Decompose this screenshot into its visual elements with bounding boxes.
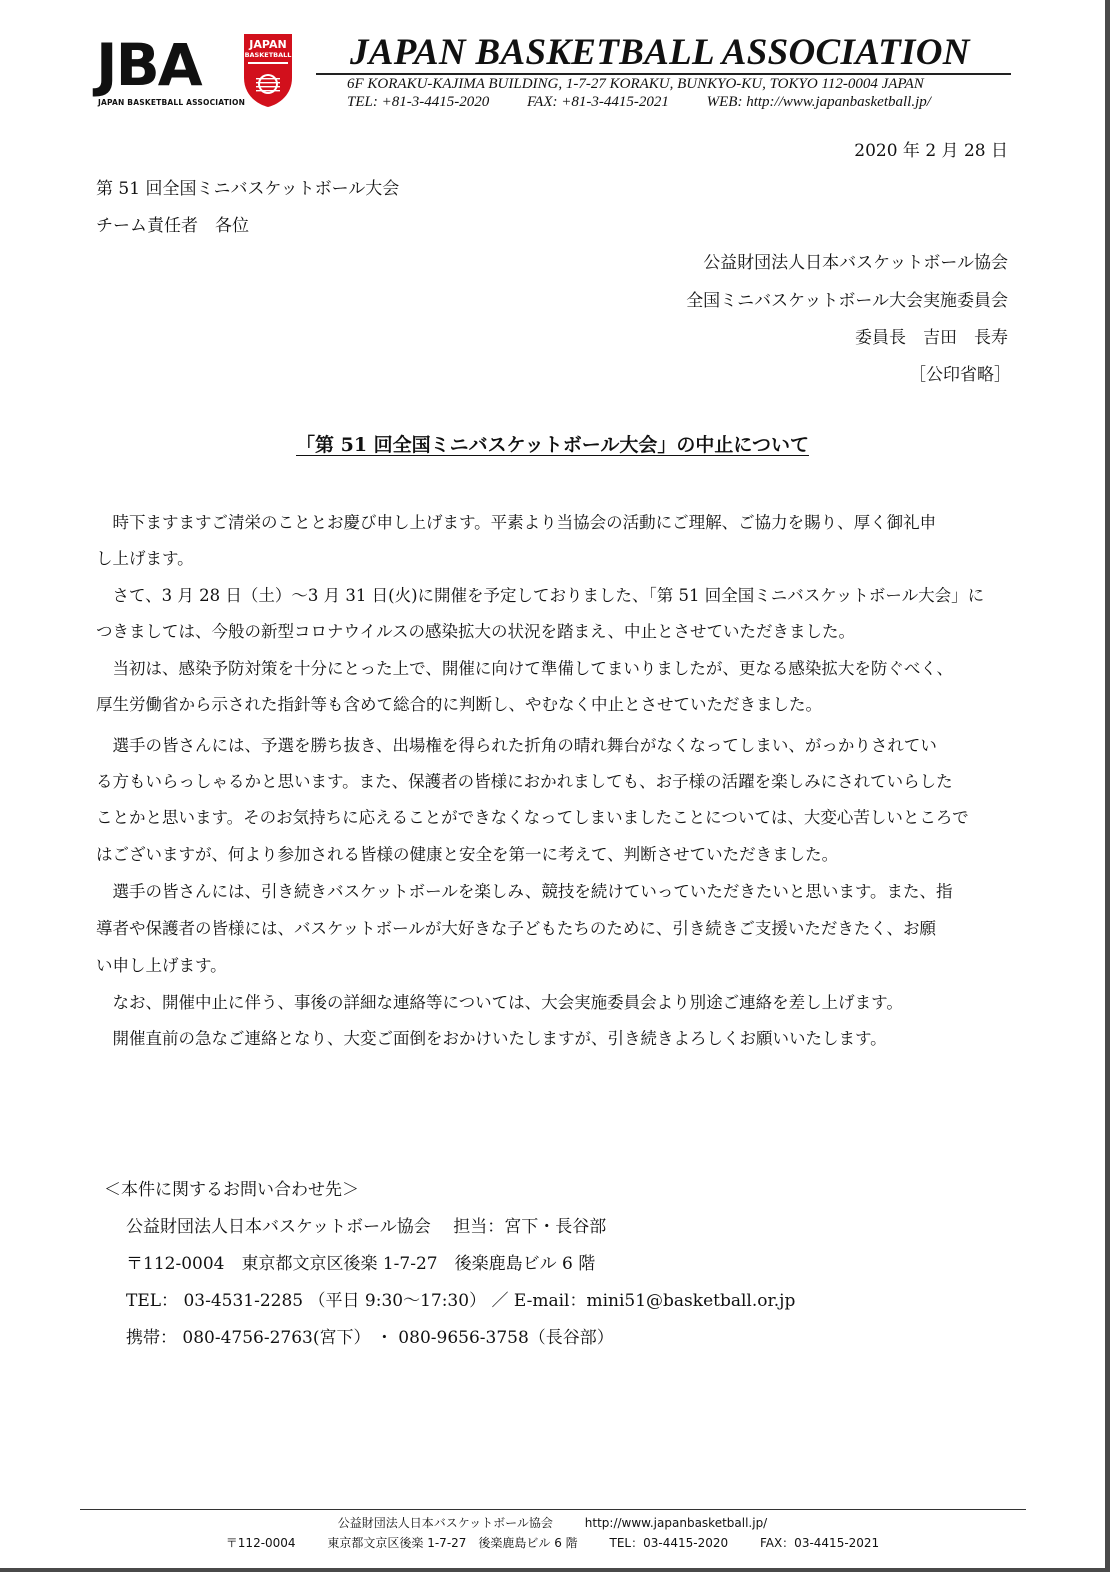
inquiry-heading: ＜本件に関するお問い合わせ先＞	[104, 1180, 359, 1200]
document-title	[0, 430, 1105, 457]
inquiry-tel-email: TEL： 03-4531-2285 （平日 9:30～17:30） ／ E-mail：mini51@basketball.or.jp	[126, 1291, 796, 1311]
footer-address: 東京都文京区後楽 1-7-27 後楽鹿島ビル 6 階	[327, 1536, 578, 1550]
footer-line-1	[0, 1514, 1105, 1531]
body-line: い申し上げます。	[96, 956, 227, 975]
footer-org: 公益財団法人日本バスケットボール協会	[337, 1516, 553, 1530]
document-title-text: 「第 51 回全国ミニバスケットボール大会」の中止について	[296, 434, 809, 456]
organization-title: JAPAN BASKETBALL ASSOCIATION	[350, 32, 970, 73]
body-line: 厚生労働省から示された指針等も含めて総合的に判断し、やむなく中止とさせていただきました。	[96, 695, 822, 714]
shield-bottom-text: BASKETBALL	[244, 51, 292, 59]
sender-committee: 全国ミニバスケットボール大会実施委員会	[686, 291, 1008, 311]
body-line: し上げます。	[96, 549, 194, 568]
body-line: つきましては、今般の新型コロナウイルスの感染拡大の状況を踏まえ、中止とさせていただきました。	[96, 622, 855, 641]
body-line: さて、3 月 28 日（土）～3 月 31 日(火)に開催を予定しておりました、「第 51 回全国ミニバスケットボール大会」に	[96, 586, 985, 605]
logo-text: JBA	[96, 31, 201, 99]
body-line: 開催直前の急なご連絡となり、大変ご面倒をおかけいたしますが、引き続きよろしくお願いいたします。	[96, 1029, 887, 1048]
body-line: 時下ますますご清栄のこととお慶び申し上げます。平素より当協会の活動にご理解、ご協力を賜り、厚く御礼申	[96, 513, 937, 532]
inquiry-address: 〒112-0004 東京都文京区後楽 1-7-27 後楽鹿島ビル 6 階	[126, 1254, 596, 1274]
footer-fax: FAX：03-4415-2021	[759, 1536, 880, 1550]
body-line: はございますが、何より参加される皆様の健康と安全を第一に考えて、判断させていただきました。	[96, 845, 839, 864]
body-line: 導者や保護者の皆様には、バスケットボールが大好きな子どもたちのために、引き続きご支援いただきたく、お願	[96, 919, 937, 938]
header-web: WEB: http://www.japanbasketball.jp/	[706, 94, 931, 110]
header-fax: FAX: +81-3-4415-2021	[526, 94, 669, 110]
recipient-line-1: 第 51 回全国ミニバスケットボール大会	[96, 179, 400, 199]
inquiry-mobile: 携帯： 080-4756-2763(宮下） ・ 080-9656-3758（長谷部）	[126, 1328, 614, 1348]
seal-note: ［公印省略］	[909, 365, 1011, 385]
body-line: る方もいらっしゃるかと思います。また、保護者の皆様におかれましても、お子様の活躍を楽しみにされていらした	[96, 772, 953, 791]
header-contacts	[347, 94, 1007, 111]
header-address: 6F KORAKU-KAJIMA BUILDING, 1-7-27 KORAKU, BUNKYO-KU, TOKYO 112-0004 JAPAN	[347, 76, 924, 92]
page-shadow-right	[1105, 0, 1110, 1572]
jba-logo	[96, 30, 306, 115]
body-line: ことかと思います。そのお気持ちに応えることができなくなってしまいましたことについては、大変心苦しいところで	[96, 808, 969, 827]
logo-subtitle: JAPAN BASKETBALL ASSOCIATION	[98, 98, 246, 107]
footer-line-2	[0, 1534, 1105, 1551]
page-shadow-bottom	[0, 1568, 1110, 1572]
header-divider	[316, 73, 1011, 75]
body-line: 当初は、感染予防対策を十分にとった上で、開催に向けて準備してまいりましたが、更なる感染拡大を防ぐべく、	[96, 659, 954, 678]
body-line: 選手の皆さんには、引き続きバスケットボールを楽しみ、競技を続けていっていただきたいと思います。また、指	[96, 882, 953, 901]
footer-tel: TEL：03-4415-2020	[609, 1536, 729, 1550]
header-tel: TEL: +81-3-4415-2020	[347, 94, 490, 110]
footer-postal: 〒112-0004	[225, 1536, 296, 1550]
footer-divider	[80, 1509, 1026, 1510]
inquiry-org: 公益財団法人日本バスケットボール協会 担当：宮下・長谷部	[126, 1217, 607, 1237]
recipient-line-2: チーム責任者 各位	[96, 216, 249, 236]
body-line: 選手の皆さんには、予選を勝ち抜き、出場権を得られた折角の晴れ舞台がなくなってしまい、がっかりされてい	[96, 736, 937, 755]
document-date: 2020 年 2 月 28 日	[854, 141, 1008, 161]
sender-chair: 委員長 吉田 長寿	[855, 328, 1008, 348]
footer-url: http://www.japanbasketball.jp/	[584, 1516, 768, 1530]
shield-top-text: JAPAN	[249, 38, 287, 51]
sender-org: 公益財団法人日本バスケットボール協会	[703, 253, 1008, 273]
body-line: なお、開催中止に伴う、事後の詳細な連絡等については、大会実施委員会より別途ご連絡を差し上げます。	[96, 993, 903, 1012]
